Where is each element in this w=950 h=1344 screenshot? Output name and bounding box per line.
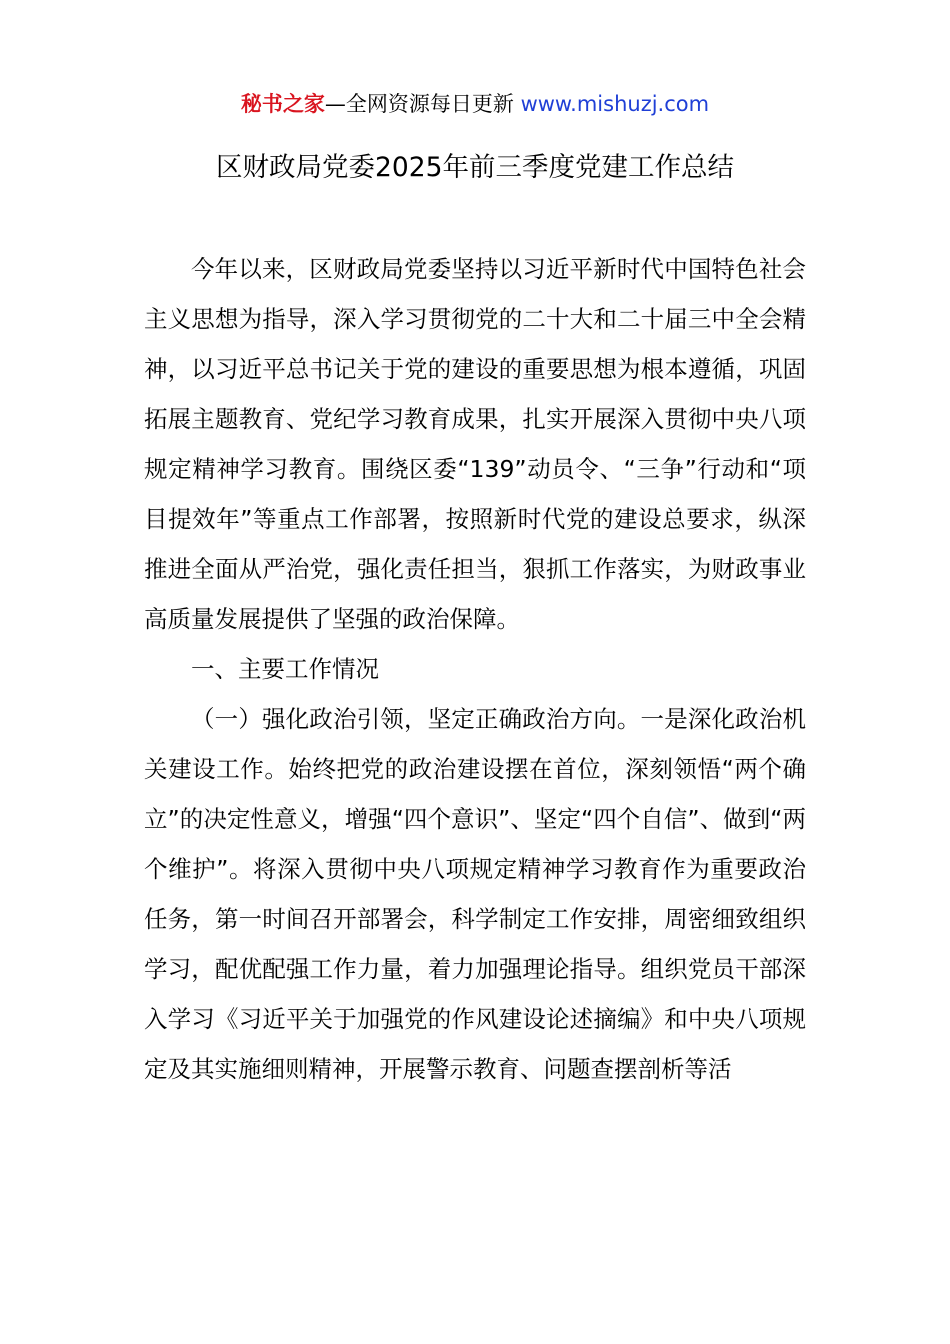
- section-heading: 一、主要工作情况: [191, 655, 379, 683]
- document-body: [144, 244, 806, 1094]
- header-slogan: —全网资源每日更新: [324, 92, 514, 116]
- body-paragraph: （一）强化政治引领，坚定正确政治方向。一是深化政治机关建设工作。始终把党的政治建设摆在首位，深刻领悟“两个确立”的决定性意义，增强“四个意识”、坚定“四个自信”、做到“两个维护”。将深入贯彻中央八项规定精神学习教育作为重要政治任务，第一时间召开部署会，科学制定工作安排，周密细致组织学习，配优配强工作力量，着力加强理论指导。组织党员干部深入学习《习近平关于加强党的作风建设论述摘编》和中央八项规定及其实施细则精神，开展警示教育、问题查摆剖析等活: [144, 705, 806, 1083]
- brand-name: 秘书之家: [240, 92, 325, 116]
- site-url-link[interactable]: www.mishuzj.com: [520, 92, 710, 116]
- intro-paragraph: 今年以来，区财政局党委坚持以习近平新时代中国特色社会主义思想为指导，深入学习贯彻党的二十大和二十届三中全会精神，以习近平总书记关于党的建设的重要思想为根本遵循，巩固拓展主题教育、党纪学习教育成果，扎实开展深入贯彻中央八项规定精神学习教育。围绕区委“139”动员令、“三争”行动和“项目提效年”等重点工作部署，按照新时代党的建设总要求，纵深推进全面从严治党，强化责任担当，狠抓工作落实，为财政事业高质量发展提供了坚强的政治保障。: [144, 255, 806, 633]
- site-header: [0, 88, 950, 120]
- document-title: 区财政局党委2025年前三季度党建工作总结: [216, 152, 734, 183]
